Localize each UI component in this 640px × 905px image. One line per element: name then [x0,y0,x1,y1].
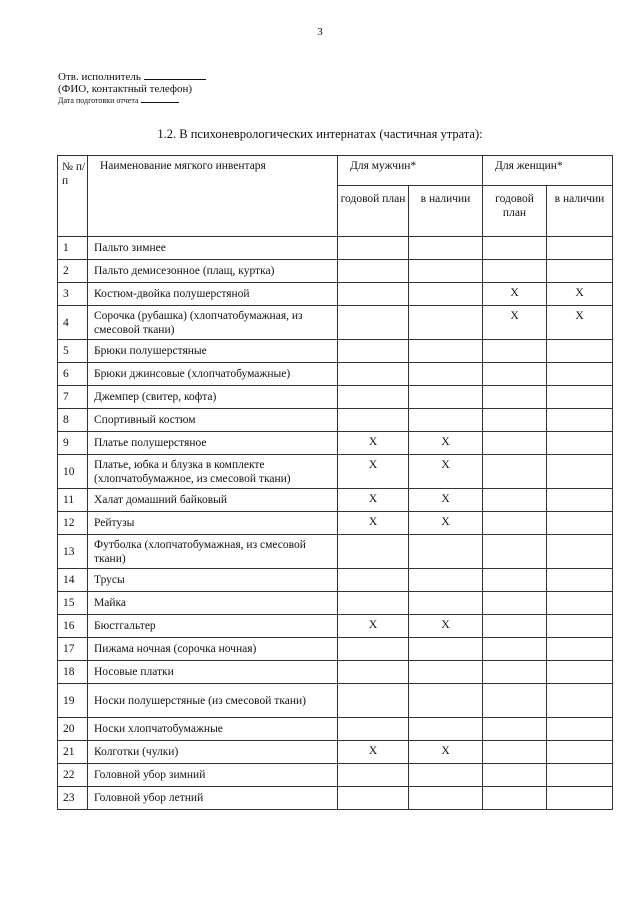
men-plan-mark [338,306,409,340]
page-number: 3 [317,26,323,38]
date-line [58,95,206,106]
row-number: 16 [58,615,88,638]
women-plan-mark [483,432,547,455]
row-number: 3 [58,283,88,306]
women-stock-mark [547,638,613,661]
men-plan-mark [338,684,409,718]
row-item-name: Спортивный костюм [88,409,338,432]
row-number: 14 [58,569,88,592]
row-item-name: Трусы [88,569,338,592]
men-stock-mark: X [409,741,483,764]
men-stock-mark [409,638,483,661]
women-stock-mark [547,718,613,741]
women-plan-mark [483,661,547,684]
row-number: 1 [58,237,88,260]
row-number: 15 [58,592,88,615]
men-plan-mark: X [338,489,409,512]
men-plan-mark [338,661,409,684]
table-row [58,283,613,306]
men-stock-mark [409,306,483,340]
row-item-name: Брюки джинсовые (хлопчатобумажные) [88,363,338,386]
column-header-women-plan: годовой план [483,186,547,237]
men-plan-mark [338,638,409,661]
row-number: 7 [58,386,88,409]
row-item-name: Брюки полушерстяные [88,340,338,363]
men-plan-mark [338,535,409,569]
men-plan-mark [338,386,409,409]
women-stock-mark [547,363,613,386]
men-stock-mark [409,661,483,684]
women-plan-mark: X [483,306,547,340]
table-row [58,718,613,741]
men-stock-mark [409,684,483,718]
row-item-name: Носки полушерстяные (из смесовой ткани) [88,684,338,718]
men-plan-mark [338,363,409,386]
table-row [58,661,613,684]
women-plan-mark [483,455,547,489]
men-plan-mark: X [338,512,409,535]
women-stock-mark: X [547,306,613,340]
row-number: 6 [58,363,88,386]
men-stock-mark: X [409,489,483,512]
row-item-name: Бюстгальтер [88,615,338,638]
row-number: 4 [58,306,88,340]
section-title: 1.2. В психоневрологических интернатах (частичная утрата): [157,127,483,141]
women-stock-mark [547,340,613,363]
women-plan-mark [483,638,547,661]
men-stock-mark: X [409,512,483,535]
row-item-name: Пальто зимнее [88,237,338,260]
row-number: 12 [58,512,88,535]
table-row [58,638,613,661]
men-plan-mark [338,237,409,260]
men-plan-mark [338,718,409,741]
men-plan-mark [338,764,409,787]
row-item-name: Сорочка (рубашка) (хлопчатобумажная, из смесовой ткани) [88,306,338,340]
women-stock-mark: X [547,283,613,306]
row-item-name: Носки хлопчатобумажные [88,718,338,741]
executor-blank [144,70,206,80]
fio-label: (ФИО, контактный телефон) [58,83,193,95]
table-row [58,615,613,638]
men-stock-mark: X [409,432,483,455]
row-item-name: Головной убор зимний [88,764,338,787]
executor-line [58,70,206,83]
women-stock-mark [547,386,613,409]
row-item-name: Джемпер (свитер, кофта) [88,386,338,409]
women-plan-mark [483,340,547,363]
row-number: 23 [58,787,88,810]
women-plan-mark [483,363,547,386]
row-number: 8 [58,409,88,432]
table-row [58,455,613,489]
women-plan-mark [483,592,547,615]
women-plan-mark [483,237,547,260]
row-item-name: Носовые платки [88,661,338,684]
date-blank [141,95,179,103]
row-number: 5 [58,340,88,363]
row-number: 20 [58,718,88,741]
women-plan-mark [483,684,547,718]
men-stock-mark [409,340,483,363]
men-plan-mark: X [338,615,409,638]
women-stock-mark [547,569,613,592]
table-row [58,764,613,787]
men-stock-mark [409,787,483,810]
inventory-table [57,155,613,810]
men-stock-mark [409,592,483,615]
row-item-name: Халат домашний байковый [88,489,338,512]
column-group-women: Для женщин* [483,156,613,186]
row-number: 21 [58,741,88,764]
date-label: Дата подготовки отчета [58,96,139,105]
column-header-name: Наименование мягкого инвентаря [88,156,338,237]
women-stock-mark [547,741,613,764]
table-row [58,409,613,432]
women-stock-mark [547,592,613,615]
women-stock-mark [547,512,613,535]
column-header-women-stock: в наличии [547,186,613,237]
row-number: 18 [58,661,88,684]
women-stock-mark [547,455,613,489]
women-plan-mark [483,569,547,592]
women-plan-mark [483,764,547,787]
row-item-name: Костюм-двойка полушерстяной [88,283,338,306]
women-plan-mark [483,741,547,764]
row-item-name: Колготки (чулки) [88,741,338,764]
women-plan-mark [483,718,547,741]
women-stock-mark [547,237,613,260]
women-plan-mark [483,489,547,512]
table-row [58,363,613,386]
row-number: 19 [58,684,88,718]
row-number: 10 [58,455,88,489]
women-stock-mark [547,535,613,569]
row-item-name: Пальто демисезонное (плащ, куртка) [88,260,338,283]
table-row [58,512,613,535]
table-row [58,787,613,810]
row-number: 17 [58,638,88,661]
men-plan-mark [338,409,409,432]
men-stock-mark [409,569,483,592]
women-stock-mark [547,489,613,512]
men-plan-mark: X [338,741,409,764]
women-plan-mark [483,260,547,283]
row-number: 22 [58,764,88,787]
men-stock-mark [409,283,483,306]
women-stock-mark [547,615,613,638]
table-row [58,741,613,764]
men-stock-mark [409,363,483,386]
women-stock-mark [547,432,613,455]
column-header-number: № п/п [58,156,88,237]
executor-label: Отв. исполнитель [58,71,141,83]
men-plan-mark: X [338,432,409,455]
table-row [58,260,613,283]
table-row [58,684,613,718]
row-item-name: Футболка (хлопчатобумажная, из смесовой ткани) [88,535,338,569]
table-row [58,489,613,512]
men-stock-mark [409,237,483,260]
men-stock-mark [409,535,483,569]
column-group-men: Для мужчин* [338,156,483,186]
women-plan-mark [483,787,547,810]
table-row [58,535,613,569]
men-plan-mark [338,569,409,592]
women-plan-mark: X [483,283,547,306]
women-plan-mark [483,535,547,569]
women-plan-mark [483,386,547,409]
row-number: 2 [58,260,88,283]
women-stock-mark [547,661,613,684]
women-plan-mark [483,512,547,535]
men-plan-mark [338,340,409,363]
men-stock-mark [409,260,483,283]
men-plan-mark [338,787,409,810]
row-number: 11 [58,489,88,512]
women-plan-mark [483,615,547,638]
column-header-men-plan: годовой план [338,186,409,237]
men-stock-mark [409,764,483,787]
table-body [58,237,613,810]
men-plan-mark [338,260,409,283]
women-stock-mark [547,684,613,718]
table-row [58,386,613,409]
women-plan-mark [483,409,547,432]
table-row [58,432,613,455]
men-stock-mark [409,409,483,432]
table-row [58,569,613,592]
table-row [58,340,613,363]
men-plan-mark: X [338,455,409,489]
row-item-name: Пижама ночная (сорочка ночная) [88,638,338,661]
row-item-name: Рейтузы [88,512,338,535]
table-row [58,592,613,615]
women-stock-mark [547,260,613,283]
men-stock-mark: X [409,615,483,638]
column-header-men-stock: в наличии [409,186,483,237]
table-row [58,237,613,260]
row-item-name: Платье полушерстяное [88,432,338,455]
row-item-name: Майка [88,592,338,615]
row-number: 13 [58,535,88,569]
row-number: 9 [58,432,88,455]
women-stock-mark [547,764,613,787]
row-item-name: Платье, юбка и блузка в комплекте (хлопчатобумажное, из смесовой ткани) [88,455,338,489]
report-header [58,70,206,106]
men-plan-mark [338,283,409,306]
row-item-name: Головной убор летний [88,787,338,810]
men-stock-mark [409,718,483,741]
women-stock-mark [547,409,613,432]
women-stock-mark [547,787,613,810]
men-stock-mark: X [409,455,483,489]
men-plan-mark [338,592,409,615]
men-stock-mark [409,386,483,409]
table-row [58,306,613,340]
